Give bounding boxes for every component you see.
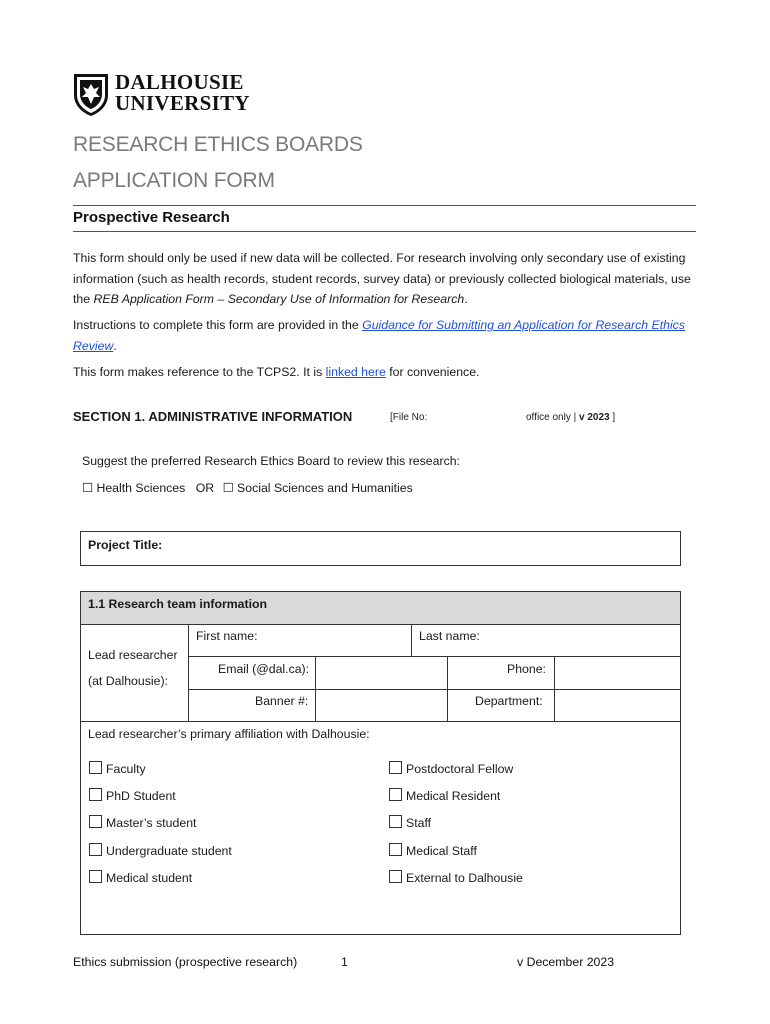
intro-p2-text: Instructions to complete this form are provided in the <box>73 318 363 332</box>
option-label: PhD Student <box>106 789 176 803</box>
phone-label: Phone: <box>507 662 546 676</box>
intro-p1-end: . <box>464 292 468 306</box>
intro-paragraph-2 <box>73 315 698 356</box>
department-label: Department: <box>475 694 543 708</box>
lead-researcher-label: Lead researcher <box>88 648 178 662</box>
option-label: Medical student <box>106 871 193 885</box>
phone-input[interactable] <box>555 657 680 688</box>
checkbox-icon <box>389 761 402 774</box>
department-input[interactable] <box>555 690 680 720</box>
file-no-close: ] <box>612 412 616 423</box>
checkbox-icon <box>389 870 402 883</box>
affiliation-undergrad[interactable] <box>89 843 232 858</box>
option-label: Undergraduate student <box>106 844 232 858</box>
table-vline-name <box>411 624 412 656</box>
team-table-heading: 1.1 Research team information <box>88 597 268 611</box>
affiliation-masters[interactable] <box>89 815 196 830</box>
table-line-1 <box>80 624 681 625</box>
affiliation-phd[interactable] <box>89 788 176 803</box>
footer-version: v December 2023 <box>517 955 615 969</box>
form-title-line-1: RESEARCH ETHICS BOARDS <box>73 133 363 156</box>
table-vline-label <box>188 624 189 721</box>
checkbox-icon <box>89 788 102 801</box>
dalhousie-shield-logo <box>73 73 109 122</box>
option-label: Staff <box>406 816 432 830</box>
intro-p3-end: for convenience. <box>385 365 480 379</box>
email-label: Email (@dal.ca): <box>218 662 310 676</box>
title-rule-top <box>73 205 696 206</box>
or-label: OR <box>195 481 215 495</box>
option-label: Master’s student <box>106 816 197 830</box>
form-title-line-2: APPLICATION FORM <box>73 169 275 192</box>
project-title-field[interactable] <box>80 531 681 566</box>
checkbox-icon <box>389 815 402 828</box>
first-name-label: First name: <box>196 629 258 643</box>
office-only-label: office only | <box>526 412 577 423</box>
intro-paragraph-1 <box>73 248 698 310</box>
option-label: Medical Resident <box>406 789 501 803</box>
last-name-label: Last name: <box>419 629 480 643</box>
last-name-input[interactable] <box>485 626 680 655</box>
form-version: v 2023 <box>579 412 610 423</box>
email-input[interactable] <box>316 657 446 688</box>
footer-page-number: 1 <box>341 955 348 969</box>
title-rule-bottom <box>73 231 696 232</box>
tcps2-link[interactable]: linked here <box>325 365 386 379</box>
option-label: Faculty <box>106 762 146 776</box>
office-only-note <box>526 412 615 423</box>
wordmark-line-1: DALHOUSIE <box>115 70 244 94</box>
secondary-use-form-name: REB Application Form – Secondary Use of Information for Research <box>93 292 465 306</box>
checkbox-icon <box>389 843 402 856</box>
checkbox-icon <box>89 761 102 774</box>
intro-p2-end: . <box>113 338 117 353</box>
footer-left: Ethics submission (prospective research) <box>73 955 298 969</box>
option-label: Medical Staff <box>406 844 477 858</box>
banner-input[interactable] <box>316 690 446 720</box>
lead-researcher-label-2: (at Dalhousie): <box>88 674 168 688</box>
checkbox-icon <box>89 870 102 883</box>
wordmark-line-2: UNIVERSITY <box>115 91 250 115</box>
section-1-heading: SECTION 1. ADMINISTRATIVE INFORMATION <box>73 409 353 424</box>
form-subtitle: Prospective Research <box>73 209 230 226</box>
option-label: External to Dalhousie <box>406 871 523 885</box>
table-vline-phone <box>447 656 448 721</box>
affiliation-faculty[interactable] <box>89 761 146 776</box>
checkbox-icon <box>89 815 102 828</box>
affiliation-question: Lead researcher’s primary affiliation with Dalhousie: <box>88 727 370 741</box>
intro-p1-text: This form should only be used if new data will be collected. For research involving only secondary use of existing information (such as health records, student records, survey data) or previously collected biological materials, use the <box>73 251 691 306</box>
health-sciences-checkbox[interactable]: ☐ Health Sciences <box>82 481 186 495</box>
intro-paragraph-3 <box>73 362 698 383</box>
affiliation-postdoc[interactable] <box>389 761 513 776</box>
affiliation-external[interactable] <box>389 870 523 885</box>
affiliation-medical-staff[interactable] <box>389 843 477 858</box>
guidance-link[interactable]: Guidance for Submitting an Application for Research Ethics Review <box>73 318 685 353</box>
checkbox-icon <box>89 843 102 856</box>
first-name-input[interactable] <box>265 626 410 655</box>
table-line-4 <box>80 721 681 722</box>
intro-p3-text: This form makes reference to the TCPS2. It is <box>73 365 326 379</box>
affiliation-staff[interactable] <box>389 815 431 830</box>
reb-question: Suggest the preferred Research Ethics Board to review this research: <box>82 454 460 468</box>
option-label: Postdoctoral Fellow <box>406 762 514 776</box>
reb-options <box>82 481 413 495</box>
affiliation-medical-resident[interactable] <box>389 788 500 803</box>
social-sciences-checkbox[interactable]: ☐ Social Sciences and Humanities <box>222 481 413 495</box>
project-title-label: Project Title: <box>88 538 163 552</box>
banner-label: Banner #: <box>255 694 309 708</box>
affiliation-medical-student[interactable] <box>89 870 192 885</box>
university-wordmark <box>115 72 250 114</box>
checkbox-icon <box>389 788 402 801</box>
file-no-label: [File No: <box>390 412 428 423</box>
